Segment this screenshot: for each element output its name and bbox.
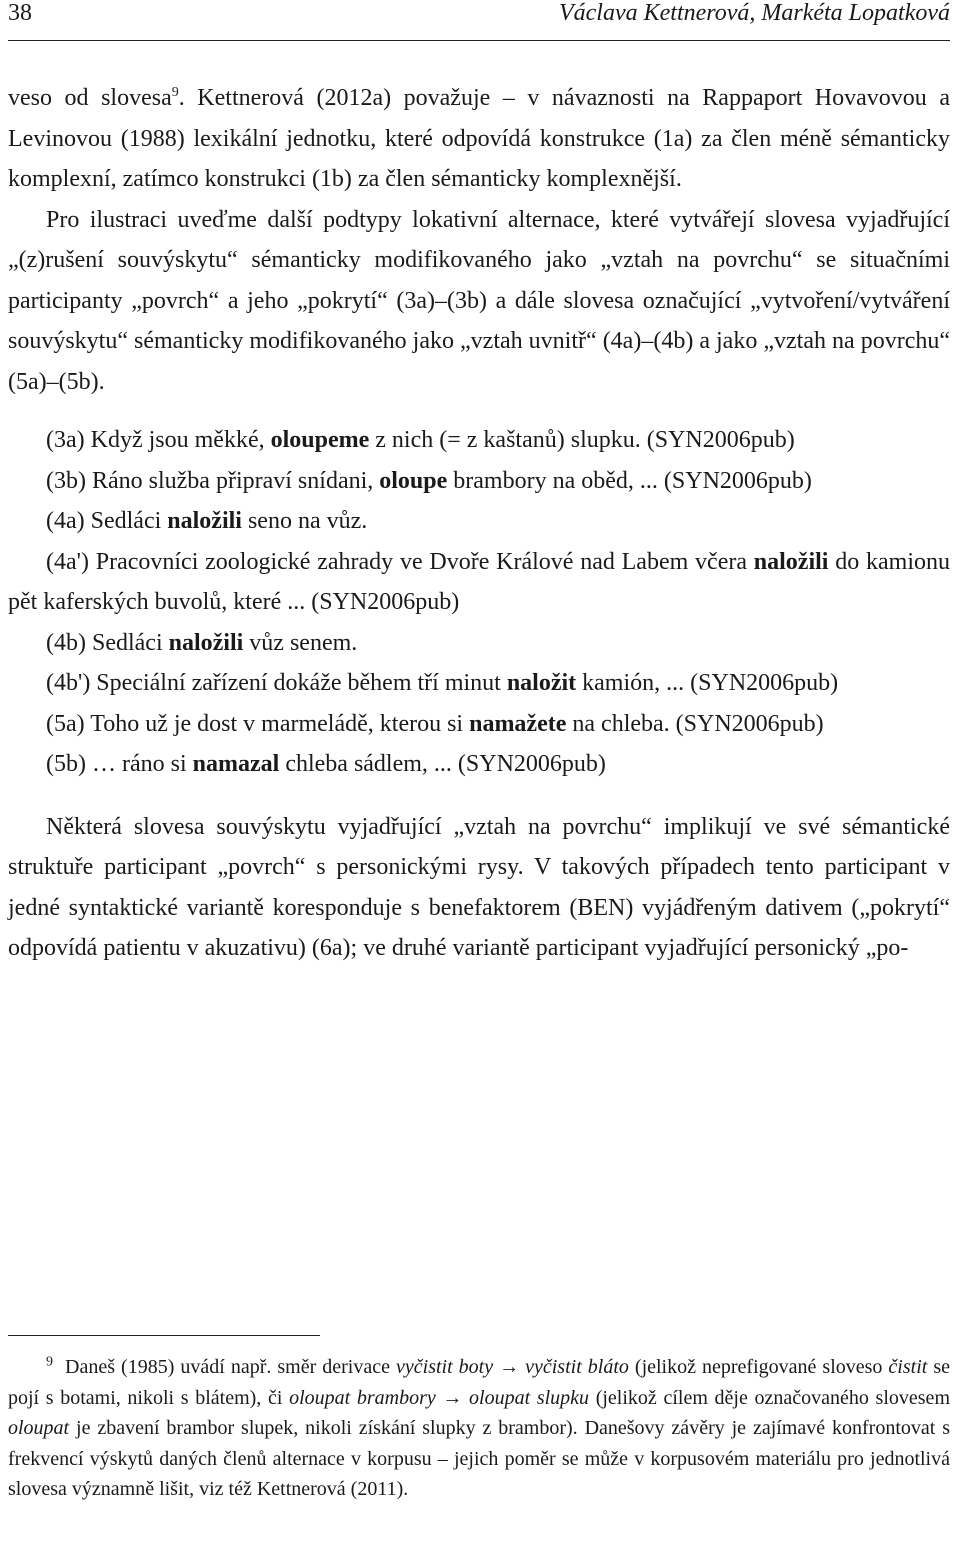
- paragraph-3: Některá slovesa souvýskytu vyjadřující „vztah na povrchu“ implikují ve své sémantické struktuře participant „povrch“ s personickými rysy. V takových případech tento participant v jedné syntaktické variantě koresponduje s benefaktorem (BEN) vyjádřeným dativem („pokrytí“ odpovídá patientu v akuzativu) (6a); ve druhé variantě participant vyjadřující personický „po-: [8, 813, 950, 961]
- footnote-text: [8, 1352, 950, 1505]
- footnote-segment: (jelikož neprefigované sloveso: [628, 1356, 889, 1378]
- running-header-authors: Václava Kettnerová, Markéta Lopatková: [558, 0, 950, 26]
- example-4a: [8, 501, 950, 542]
- header-rule: [8, 40, 950, 41]
- running-header: [8, 0, 950, 36]
- example-3b: [8, 461, 950, 502]
- footnote-ref-9[interactable]: 9: [171, 85, 179, 100]
- paragraph-1: [8, 78, 950, 200]
- example-text: (3a) Když jsou měkké,: [46, 427, 271, 453]
- example-text: z nich (= z kaštanů) slupku. (SYN2006pub): [369, 427, 795, 453]
- footnote-segment: se pojí s botami, nikoli s blátem), či: [8, 1356, 950, 1409]
- footnote-segment: Daneš (1985) uvádí např. směr derivace: [65, 1356, 396, 1378]
- paragraph-2: Pro ilustraci uveďme další podtypy lokativní alternace, které vytvářejí slovesa vyjadřující „(z)rušení souvýskytu“ sémanticky modifikovaného jako „vztah na povrchu“ se situačními participanty „povrch“ a jeho „pokrytí“ (3a)–(3b) a dále slovesa označující „vytvoření/vytváření souvýskytu“ sémanticky modifikovaného jako „vztah uvnitř“ (4a)–(4b) a jako „vztah na povrchu“ (5a)–(5b).: [8, 206, 950, 395]
- example-verb: namazal: [192, 751, 280, 777]
- example-text: (3b) Ráno služba připraví snídani,: [46, 467, 380, 494]
- example-text: na chleba. (SYN2006pub): [566, 710, 824, 737]
- footnote-italic: oloupat: [8, 1417, 70, 1439]
- example-4a-prime: [8, 542, 950, 623]
- footnote-italic: čistit: [888, 1356, 928, 1378]
- page-number: 38: [8, 0, 32, 26]
- example-4b: [8, 623, 950, 664]
- example-verb: oloupeme: [270, 427, 370, 453]
- example-text: (5b) … ráno si: [46, 751, 193, 777]
- footnote-segment: je zbavení brambor slupek, nikoli získání slupky z brambor). Danešovy závěry je zajímavé konfrontovat s frekvencí výskytů daných členů alternace v korpusu – jejich poměr se může v korpusovém materiálu pro jednotlivá slovesa významně lišit, viz též Kettnerová (2011).: [8, 1417, 950, 1500]
- example-verb: namažete: [469, 710, 567, 737]
- example-verb: naložit: [506, 670, 577, 696]
- footnote-number: 9: [46, 1354, 53, 1370]
- example-5b: [8, 744, 950, 785]
- example-list: [8, 420, 950, 785]
- example-4b-prime: [8, 663, 950, 704]
- example-5a: [8, 704, 950, 745]
- example-text: seno na vůz.: [241, 508, 368, 534]
- example-text: (4a') Pracovníci zoologické zahrady ve Dvoře Králové nad Labem včera: [46, 548, 754, 575]
- paragraph-1-text-b: . Kettnerová (2012a) považuje – v návaznosti na Rappaport Hovavovou a Levinovou (1988) lexikální jednotku, které odpovídá konstrukce (1a) za člen méně sémanticky komplexní, zatímco konstrukci (1b) za člen sémanticky komplexnější.: [8, 85, 950, 192]
- example-text: (5a) Toho už je dost v marmeládě, kterou si: [46, 710, 470, 737]
- example-text: do kamionu pět kaferských buvolů, které ... (SYN2006pub): [8, 548, 950, 615]
- example-text: (4b) Sedláci: [46, 629, 169, 656]
- example-verb: naložili: [167, 508, 242, 534]
- footnote-italic: oloupat brambory → oloupat slupku: [289, 1386, 590, 1409]
- example-text: (4a) Sedláci: [46, 508, 168, 534]
- example-verb: oloupe: [379, 467, 448, 494]
- example-text: chleba sádlem, ... (SYN2006pub): [279, 751, 606, 777]
- main-text: [8, 78, 950, 969]
- example-text: brambory na oběd, ... (SYN2006pub): [447, 467, 812, 494]
- footnote-italic: vyčistit boty → vyčistit bláto: [396, 1356, 629, 1378]
- spacer: [8, 785, 950, 807]
- example-text: vůz senem.: [243, 629, 358, 656]
- example-3a: [8, 420, 950, 461]
- example-verb: naložili: [168, 629, 244, 656]
- example-text: (4b') Speciální zařízení dokáže během tří minut: [46, 670, 507, 696]
- footnote-segment: (jelikož cílem děje označovaného slovesem: [589, 1386, 950, 1409]
- example-text: kamión, ... (SYN2006pub): [576, 670, 839, 696]
- example-verb: naložili: [753, 548, 829, 575]
- footnote-rule: [8, 1335, 320, 1336]
- paragraph-1-text-a: veso od slovesa: [8, 85, 172, 111]
- footnote-9: [8, 1352, 950, 1505]
